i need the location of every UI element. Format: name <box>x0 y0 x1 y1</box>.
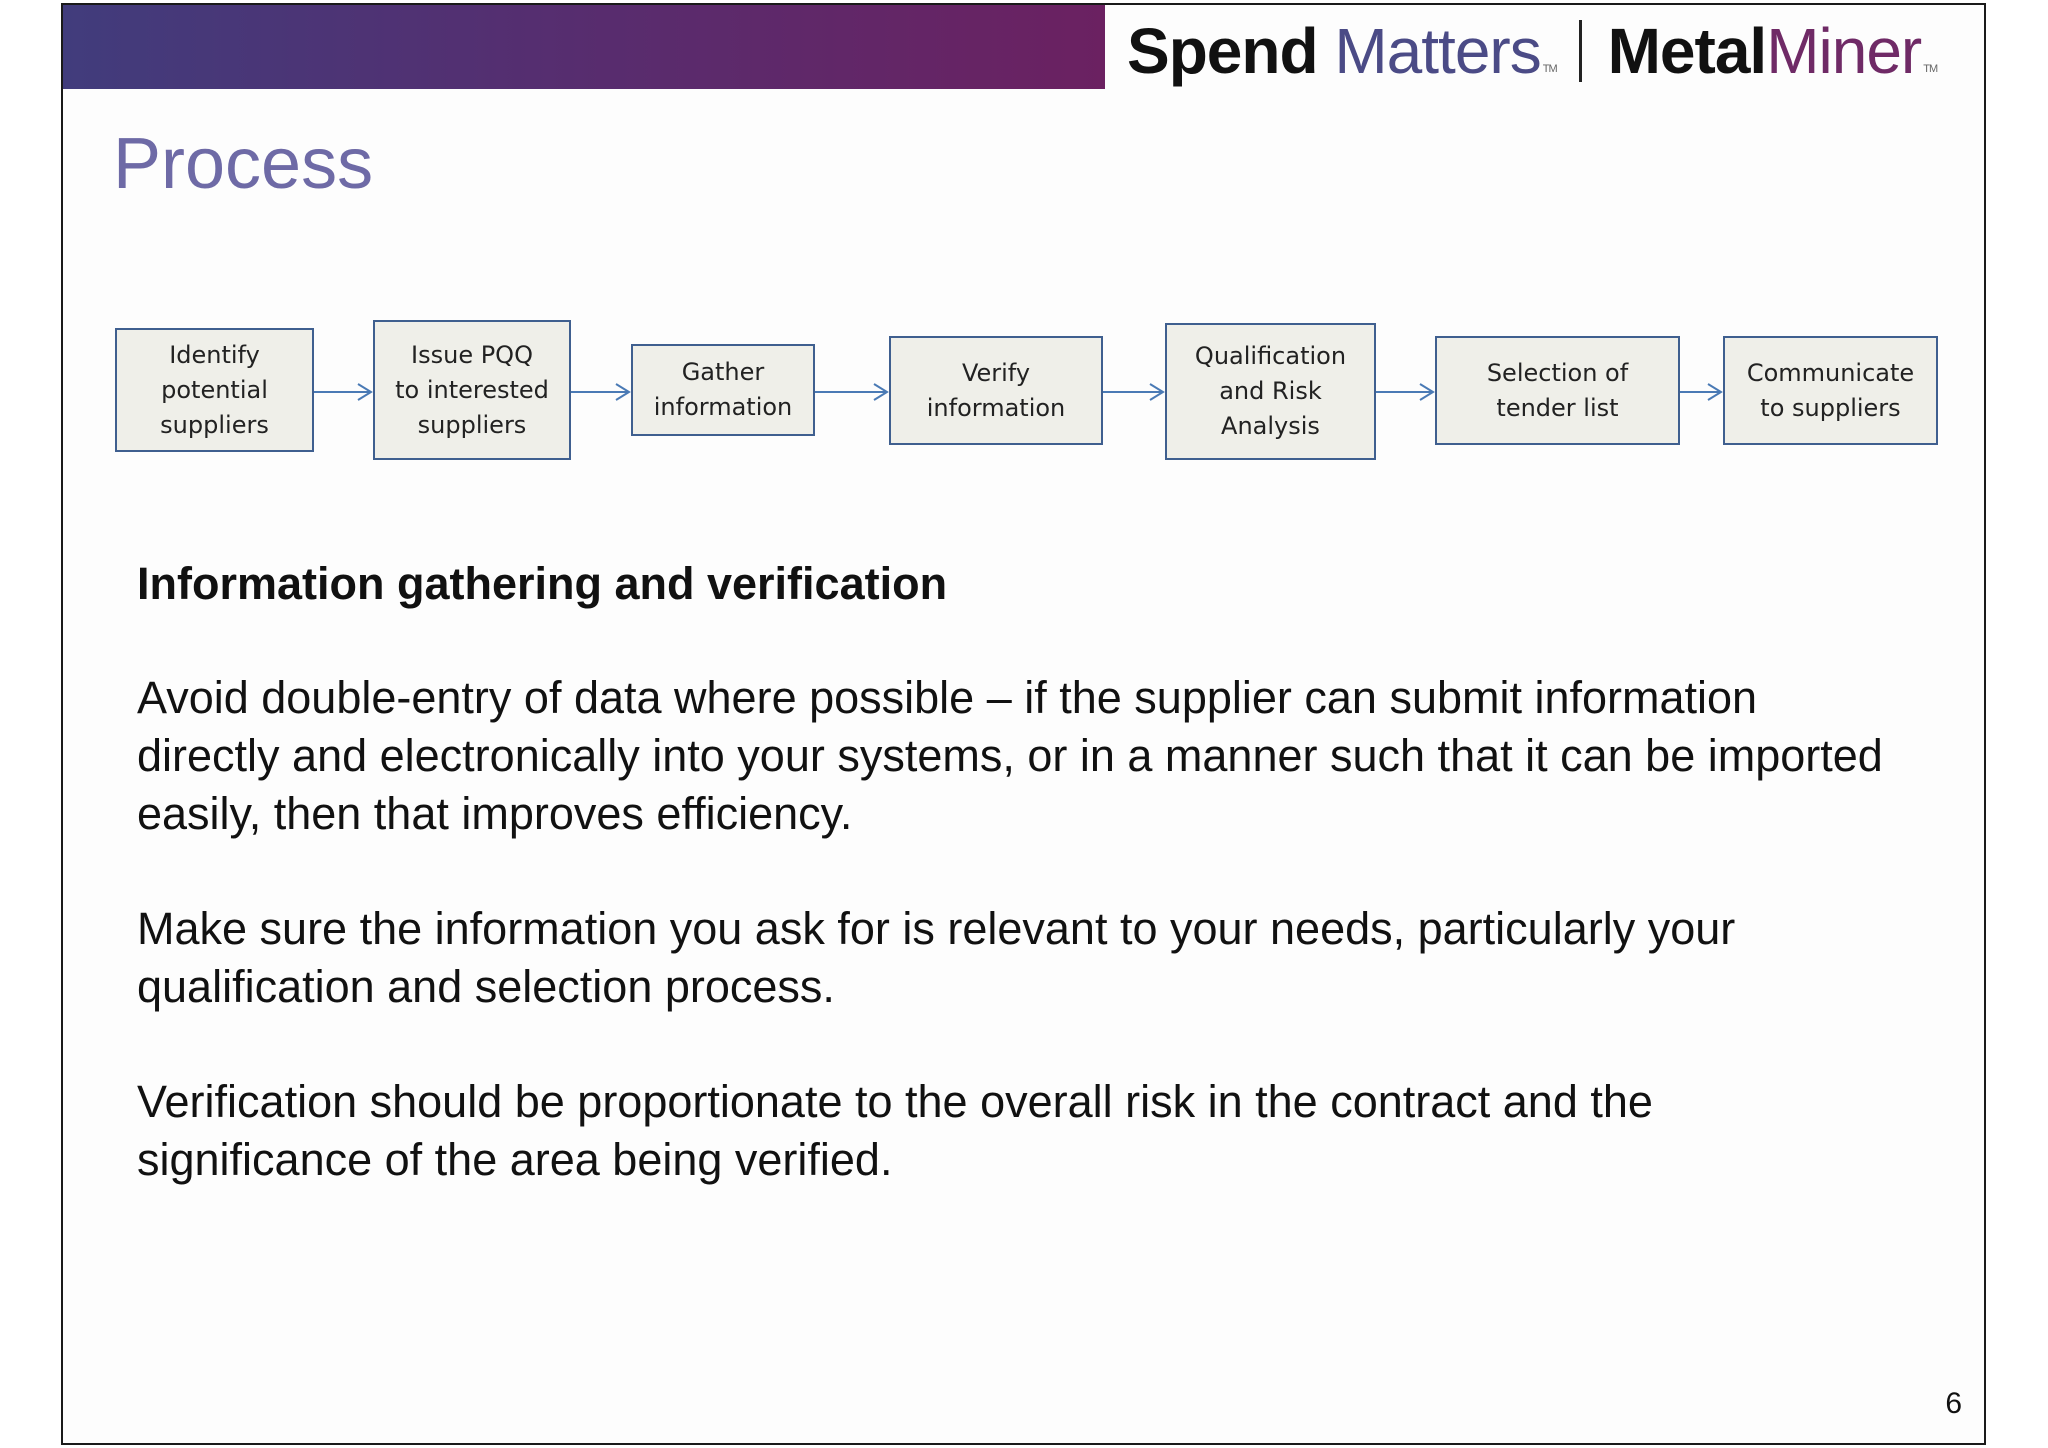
process-step-selection: Selection of tender list <box>1435 336 1680 445</box>
slide-body <box>137 557 1897 1246</box>
page-title: Process <box>113 124 374 204</box>
body-paragraph: Make sure the information you ask for is relevant to your needs, particularly your qualification and selection process. <box>137 903 1736 1012</box>
body-paragraph: Verification should be proportionate to the overall risk in the contract and the significance of the area being verified. <box>137 1076 1653 1185</box>
process-step-issue-pqq: Issue PQQ to interested suppliers <box>373 320 571 460</box>
flow-arrow-icon <box>815 382 889 402</box>
metalminer-trademark: TM <box>1923 63 1938 75</box>
flow-arrow-icon <box>571 382 631 402</box>
process-step-gather: Gather information <box>631 344 815 436</box>
metalminer-logo-light: Miner <box>1766 15 1922 87</box>
process-step-identify: Identify potential suppliers <box>115 328 314 452</box>
flow-arrow-icon <box>1680 382 1723 402</box>
flow-arrow-icon <box>1103 382 1165 402</box>
slide <box>61 3 1986 1445</box>
process-step-verify: Verify information <box>889 336 1103 445</box>
metalminer-logo-bold: Metal <box>1607 15 1767 87</box>
spend-matters-logo-bold: Spend <box>1127 15 1318 87</box>
flow-arrow-icon <box>314 382 373 402</box>
page-number: 6 <box>1945 1387 1962 1420</box>
flow-arrow-icon <box>1376 382 1435 402</box>
process-step-qualification: Qualification and Risk Analysis <box>1165 323 1376 460</box>
spend-matters-logo-light: Matters <box>1334 15 1541 87</box>
body-paragraph: Avoid double-entry of data where possible – if the supplier can submit information directly and electronically into your systems, or in a manner such that it can be imported easily, then that improves efficiency. <box>137 672 1883 839</box>
spend-matters-trademark: TM <box>1542 63 1557 75</box>
section-heading: Information gathering and verification <box>137 558 948 609</box>
process-step-communicate: Communicate to suppliers <box>1723 336 1938 445</box>
